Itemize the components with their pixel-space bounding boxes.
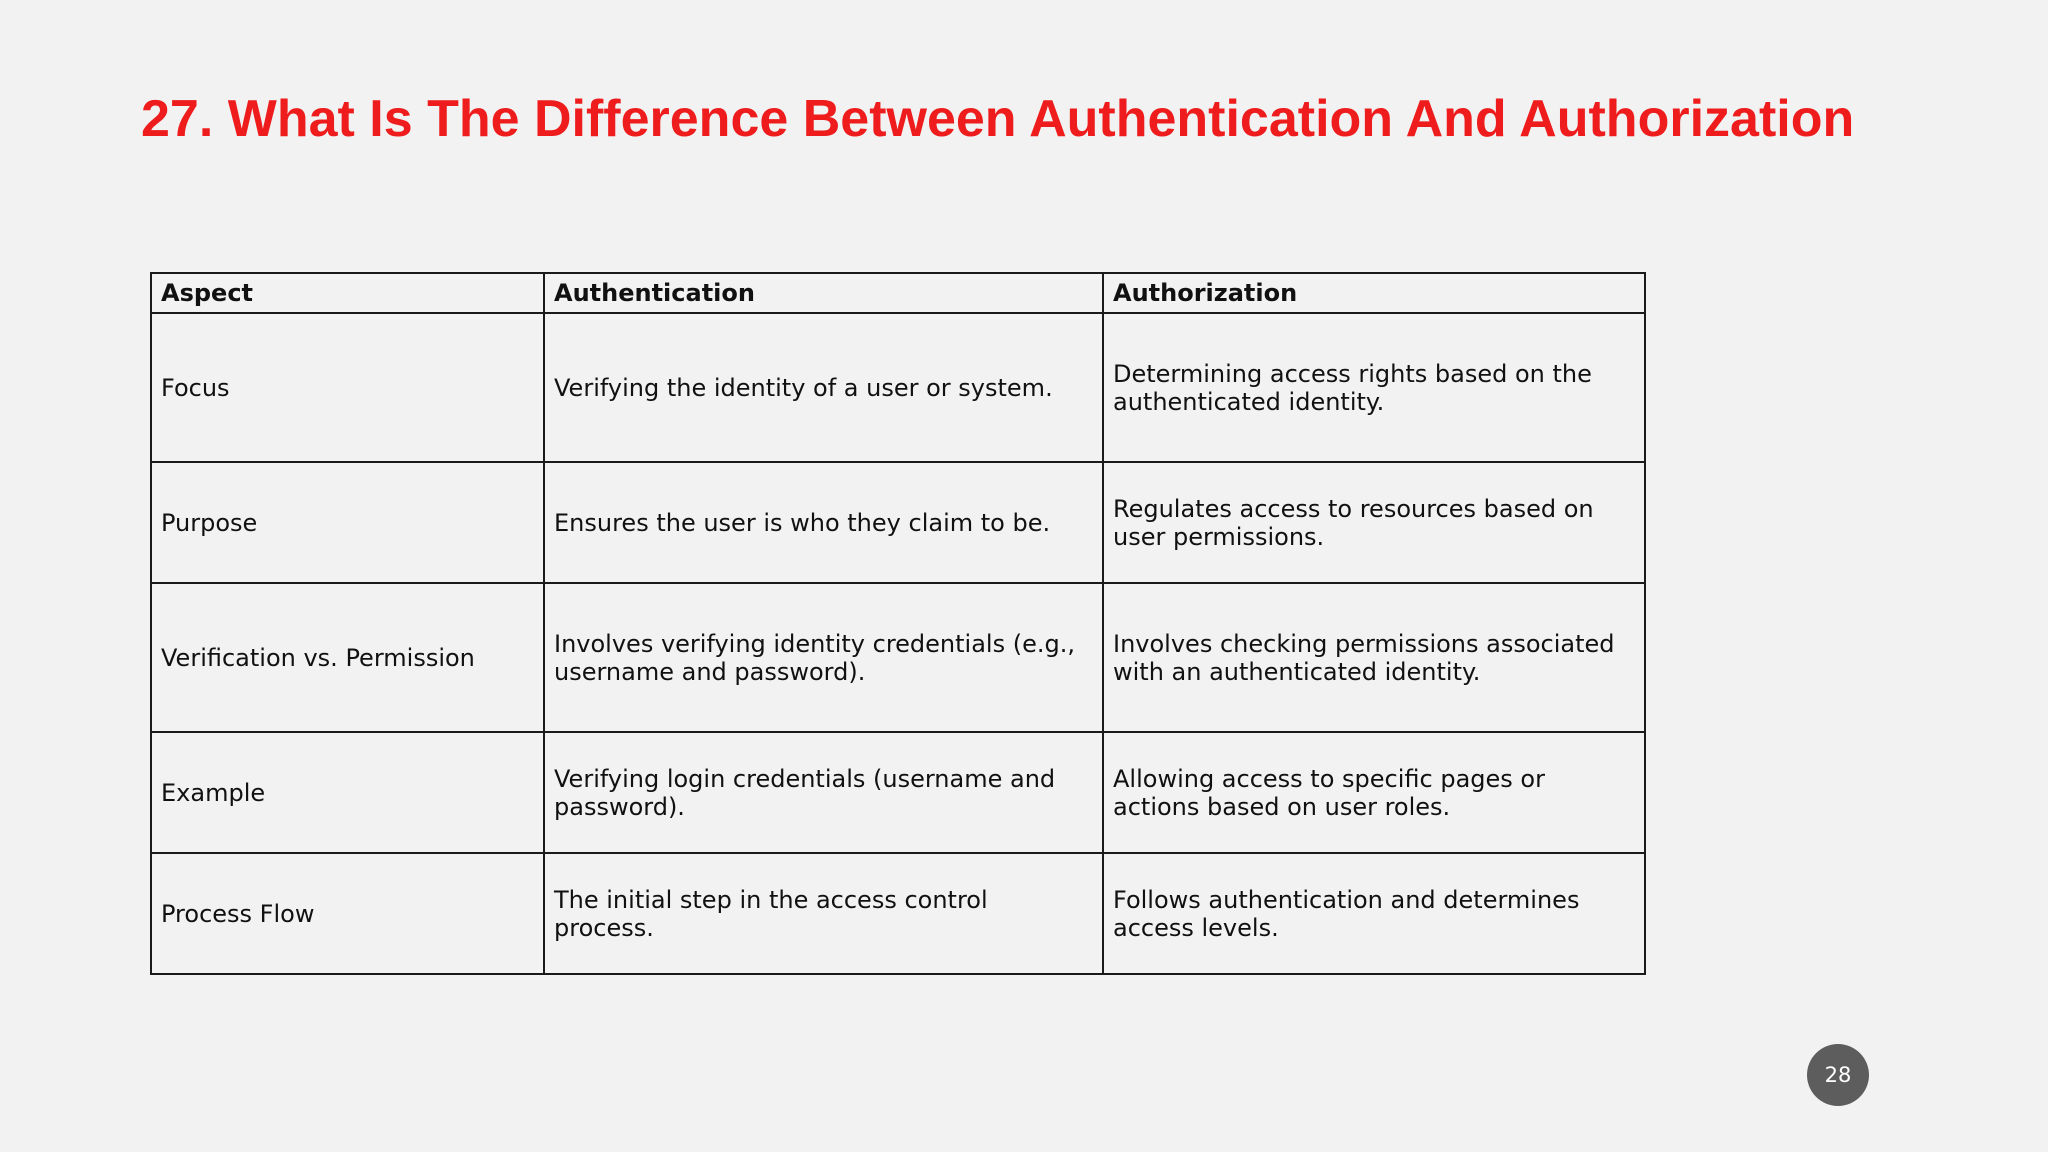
table-row (151, 853, 1645, 974)
table-row (151, 462, 1645, 583)
header-authentication: Authentication (544, 273, 1103, 313)
table-row (151, 732, 1645, 853)
slide-title: 27. What Is The Difference Between Authentication And Authorization (141, 90, 1855, 148)
authentication-cell: Ensures the user is who they claim to be. (544, 462, 1103, 583)
table-row (151, 583, 1645, 732)
authorization-cell: Allowing access to specific pages or actions based on user roles. (1103, 732, 1645, 853)
authentication-cell: Verifying login credentials (username and password). (544, 732, 1103, 853)
authentication-cell: Verifying the identity of a user or system. (544, 313, 1103, 462)
authentication-cell: Involves verifying identity credentials (e.g., username and password). (544, 583, 1103, 732)
table-row (151, 313, 1645, 462)
aspect-cell: Focus (151, 313, 544, 462)
header-aspect: Aspect (151, 273, 544, 313)
page-number-badge: 28 (1807, 1044, 1869, 1106)
authorization-cell: Determining access rights based on the authenticated identity. (1103, 313, 1645, 462)
header-authorization: Authorization (1103, 273, 1645, 313)
aspect-cell: Example (151, 732, 544, 853)
aspect-cell: Verification vs. Permission (151, 583, 544, 732)
table-header-row (151, 273, 1645, 313)
comparison-table (150, 272, 1646, 975)
authorization-cell: Follows authentication and determines access levels. (1103, 853, 1645, 974)
authentication-cell: The initial step in the access control process. (544, 853, 1103, 974)
aspect-cell: Purpose (151, 462, 544, 583)
authorization-cell: Regulates access to resources based on user permissions. (1103, 462, 1645, 583)
authorization-cell: Involves checking permissions associated with an authenticated identity. (1103, 583, 1645, 732)
aspect-cell: Process Flow (151, 853, 544, 974)
